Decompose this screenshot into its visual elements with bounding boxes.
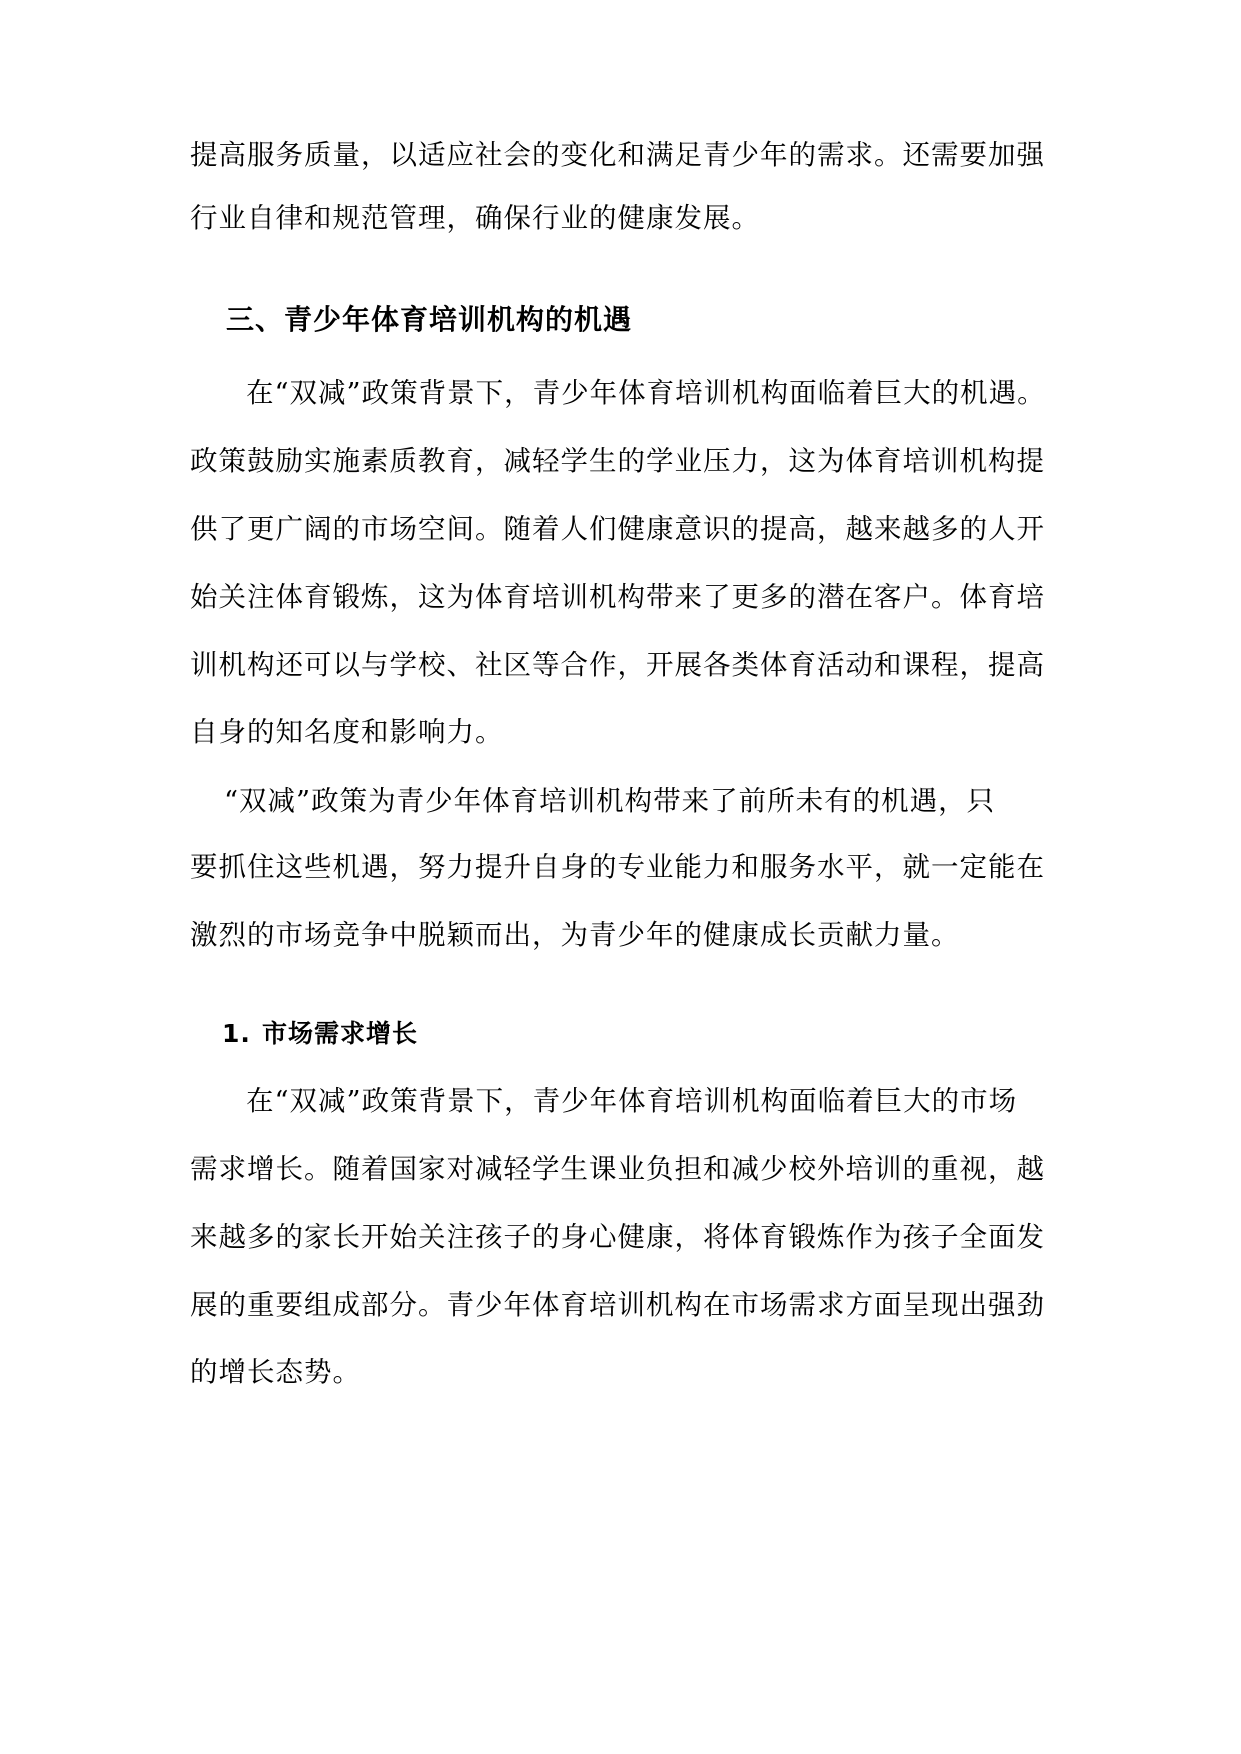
subsection1-line-4: 展的重要组成部分。青少年体育培训机构在市场需求方面呈现出强劲 — [190, 1289, 1045, 1321]
section3-para2-line-2: 要抓住这些机遇，努力提升自身的专业能力和服务水平，就一定能在 — [190, 851, 1045, 883]
section-heading: 三、青少年体育培训机构的机遇 — [226, 303, 633, 336]
subsection-title: 市场需求增长 — [262, 1019, 419, 1048]
section3-para1-line-1: 在“双减”政策背景下，青少年体育培训机构面临着巨大的机遇。 — [246, 377, 1046, 409]
intro-line-1: 提高服务质量，以适应社会的变化和满足青少年的需求。还需要加强 — [190, 139, 1045, 171]
subsection1-line-2: 需求增长。随着国家对减轻学生课业负担和减少校外培训的重视，越 — [190, 1153, 1045, 1185]
section3-para1-line-6: 自身的知名度和影响力。 — [190, 716, 504, 748]
subsection1-line-3: 来越多的家长开始关注孩子的身心健康，将体育锻炼作为孩子全面发 — [190, 1221, 1045, 1253]
section3-para1-line-3: 供了更广阔的市场空间。随着人们健康意识的提高，越来越多的人开 — [190, 513, 1045, 545]
subsection-number: 1. — [222, 1019, 251, 1048]
section3-para1-line-5: 训机构还可以与学校、社区等合作，开展各类体育活动和课程，提高 — [190, 649, 1045, 681]
subsection1-line-1: 在“双减”政策背景下，青少年体育培训机构面临着巨大的市场 — [246, 1085, 1018, 1117]
section3-para2-line-3: 激烈的市场竞争中脱颖而出，为青少年的健康成长贡献力量。 — [190, 919, 960, 951]
section3-para1-line-4: 始关注体育锻炼，这为体育培训机构带来了更多的潜在客户。体育培 — [190, 581, 1045, 613]
section3-para2-line-1: “双减”政策为青少年体育培训机构带来了前所未有的机遇，只 — [224, 785, 996, 817]
subsection1-line-5: 的增长态势。 — [190, 1356, 361, 1388]
section3-para1-line-2: 政策鼓励实施素质教育，减轻学生的学业压力，这为体育培训机构提 — [190, 445, 1045, 477]
intro-line-2: 行业自律和规范管理，确保行业的健康发展。 — [190, 202, 760, 234]
